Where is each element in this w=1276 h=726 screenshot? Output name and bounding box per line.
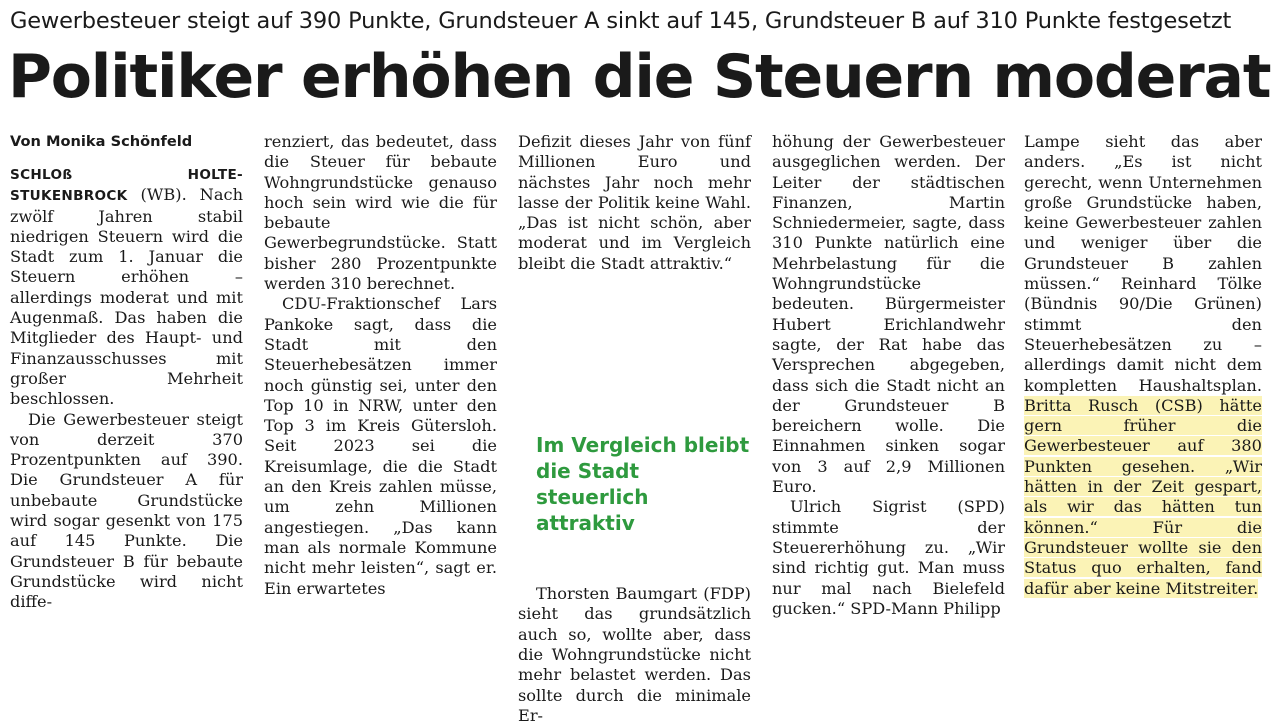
- article-kicker: Gewerbesteuer steigt auf 390 Punkte, Grundsteuer A sinkt auf 145, Grundsteuer B auf 310 Punkte festgesetzt: [10, 8, 1232, 34]
- pull-quote: Im Vergleich bleibt die Stadt steuerlich attraktiv: [536, 433, 750, 536]
- article-paragraph: höhung der Gewerbesteuer ausgeglichen werden. Der Leiter der städtischen Finanzen, Martin Schniedermeier, sagte, dass 310 Punkte natürlich eine Mehrbelastung für die Wohngrundstücke bedeuten. Bürgermeister Hubert Erichlandwehr sagte, der Rat habe das Versprechen abgegeben, dass sich die Stadt nicht an der Grundsteuer B bereichern wolle. Die Einnahmen sinken sogar von 3 auf 2,9 Millionen Euro.: [772, 132, 1005, 497]
- article-paragraph: Ulrich Sigrist (SPD) stimmte der Steuererhöhung zu. „Wir sind richtig gut. Man muss nur mal nach Bielefeld gucken.“ SPD-Mann Philipp: [772, 497, 1005, 618]
- article-column-1: [10, 132, 243, 612]
- article-dateline: SCHLOß HOLTE-STUKENBROCK: [10, 167, 243, 205]
- article-paragraph: [1024, 132, 1262, 599]
- article-text: Lampe sieht das aber anders. „Es ist nicht gerecht, wenn Unternehmen große Grundstücke haben, keine Gewerbesteuer zahlen und weniger über die Grundsteuer B zahlen müssen.“ Reinhard Tölke (Bündnis 90/Die Grünen) stimmt den Steuerhebesätzen zu – allerdings damit nicht dem kompletten Haushaltsplan.: [1024, 132, 1262, 395]
- article-column-2: [264, 132, 497, 598]
- article-lead-text: (WB). Nach zwölf Jahren stabil niedrigen Steuern wird die Stadt zum 1. Januar die Steuern erhöhen – allerdings moderat und mit Augenmaß. Das haben die Mitglieder des Haupt- und Finanzausschusses mit großer Mehrheit beschlossen.: [10, 185, 243, 409]
- article-paragraph: Defizit dieses Jahr von fünf Millionen Euro und nächstes Jahr noch mehr lasse der Politik keine Wahl. „Das ist nicht schön, aber moderat und im Vergleich bleibt die Stadt attraktiv.“: [518, 132, 751, 273]
- article-column-5: [1024, 132, 1262, 598]
- article-paragraph: Thorsten Baumgart (FDP) sieht das grundsätzlich auch so, wollte aber, dass die Wohngrundstücke nicht mehr belastet werden. Das sollte durch die minimale Er-: [518, 584, 751, 725]
- article-lead-paragraph: [10, 164, 243, 410]
- article-byline: Von Monika Schönfeld: [10, 133, 193, 150]
- highlighted-text: Britta Rusch (CSB) hätte gern früher die Gewerbesteuer auf 380 Punkten gesehen. „Wir hätten in der Zeit gespart, als wir das hätten tun können.“ Für die Grundsteuer wollte sie den Status quo erhalten, fand dafür aber keine Mitstreiter.: [1024, 395, 1262, 598]
- article-column-3: [518, 132, 751, 725]
- article-column-4: [772, 132, 1005, 618]
- article-paragraph: renziert, das bedeutet, dass die Steuer für bebaute Wohngrundstücke genauso hoch sein wird wie die für bebaute Gewerbegrundstücke. Statt bisher 280 Prozentpunkte werden 310 berechnet.: [264, 132, 497, 294]
- article-headline: Politiker erhöhen die Steuern moderat: [8, 42, 1271, 112]
- article-paragraph: CDU-Fraktionschef Lars Pankoke sagt, dass die Stadt mit den Steuerhebesätzen immer noch günstig sei, unter den Top 10 in NRW, unter den Top 3 im Kreis Gütersloh. Seit 2023 sei die Kreisumlage, die die Stadt an den Kreis zahlen müsse, um zehn Millionen angestiegen. „Das kann man als normale Kommune nicht mehr leisten“, sagt er. Ein erwartetes: [264, 294, 497, 598]
- article-paragraph: Die Gewerbesteuer steigt von derzeit 370 Prozentpunkten auf 390. Die Grundsteuer A für unbebaute Grundstücke wird sogar gesenkt von 175 auf 145 Punkte. Die Grundsteuer B für bebaute Grundstücke wird nicht diffe-: [10, 409, 243, 612]
